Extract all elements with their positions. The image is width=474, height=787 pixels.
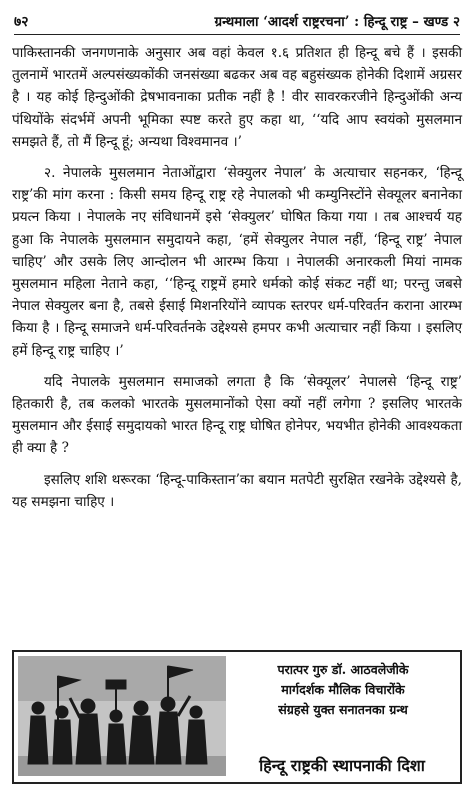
running-title: ग्रन्थमाला ‘आदर्श राष्ट्ररचना’ : हिन्दू राष्ट्र – खण्ड २ [214,14,460,30]
paragraph-3: यदि नेपालके मुसलमान समाजको लगता है कि ‘सेक्यूलर’ नेपालसे ‘हिन्दू राष्ट्र’ हितकारी है, तब कलको भारतके मुसलमानोंको ऐसा क्यों नहीं लगेगा ? इसलिए भारतके मुसलमान और ईसाई समुदायको भारत हिन्दू राष्ट्र घोषित होनेपर, भयभीत होनेकी आवश्यकता ही क्या है ? [12,373,462,457]
page-header [14,8,460,35]
body-text [12,42,462,522]
paragraph-4: इसलिए शशि थरूरका ‘हिन्दू-पाकिस्तान’का बयान मतपेटी सुरक्षित रखनेके उद्देश्यसे है, यह समझना चाहिए । [12,471,462,510]
page-number: ७२ [14,13,29,30]
marching-crowd-icon [18,656,226,776]
promo-line-1: परात्पर गुरु डॉ. आठवलेजीके [277,662,409,677]
promo-line-2: मार्गदर्शक मौलिक विचारोंके [281,682,405,697]
paragraph-2-section: २. नेपालके मुसलमान नेताओंद्वारा ‘सेक्युलर नेपाल’ के अत्याचार सहनकर, ‘हिन्दू राष्ट्र’की मांग करना : किसी समय हिन्दू राष्ट्र रहे नेपालको भी कम्युनिस्टोंने सेक्यूलर बनानेका प्रयत्न किया । नेपालके नए संविधानमें इसे ‘सेक्युलर’ घोषित किया गया । तब आश्चर्य यह हुआ कि नेपालके मुसलमान समुदायने कहा, ‘हमें सेक्युलर नेपाल नहीं, ‘हिन्दू राष्ट्र’ नेपाल चाहिए’ और उसके लिए आन्दोलन भी आरम्भ किया । नेपालकी अनारकली मियां नामक मुसलमान महिला नेताने कहा, ‘‘हिन्दू राष्ट्रमें हमारे धर्मको कोई संकट नहीं था; परन्तु जबसे नेपाल सेक्युलर बना है, तबसे ईसाई मिशनरियोंने व्यापक स्तरपर धर्म-परिवर्तन कराना आरम्भ किया है । हिन्दू समाजने धर्म-परिवर्तनके उद्देश्यसे हमपर कभी अत्याचार नहीं किया । इसलिए हमें हिन्दू राष्ट्र चाहिए ।’ [12,165,462,359]
book-promo-box [12,650,462,784]
promo-description [232,660,454,720]
paragraph-1: पाकिस्तानकी जनगणनाके अनुसार अब वहां केवल १.६ प्रतिशत ही हिन्दू बचे हैं । इसकी तुलनामें भारतमें अल्पसंख्यकोंकी जनसंख्या बढकर अब वह बहुसंख्यक होनेकी दिशामें अग्रसर है । यह कोई हिन्दुओंकी द्रेषभावनाका प्रतीक नहीं है ! वीर सावरकरजीने हिन्दुओंकी अन्य पंथियोंके संदर्भमें अपनी भूमिका स्पष्ट करते हुए कहा था, ‘‘यदि आप स्वयंको मुसलमान समझते हैं, तो मैं हिन्दू हूं; अन्यथा विश्वमानव ।’ [12,45,462,150]
promo-line-3: संग्रहसे युक्त सनातनका ग्रन्थ [278,702,408,717]
promo-book-title: हिन्दू राष्ट्रकी स्थापनाकी दिशा [259,756,425,775]
